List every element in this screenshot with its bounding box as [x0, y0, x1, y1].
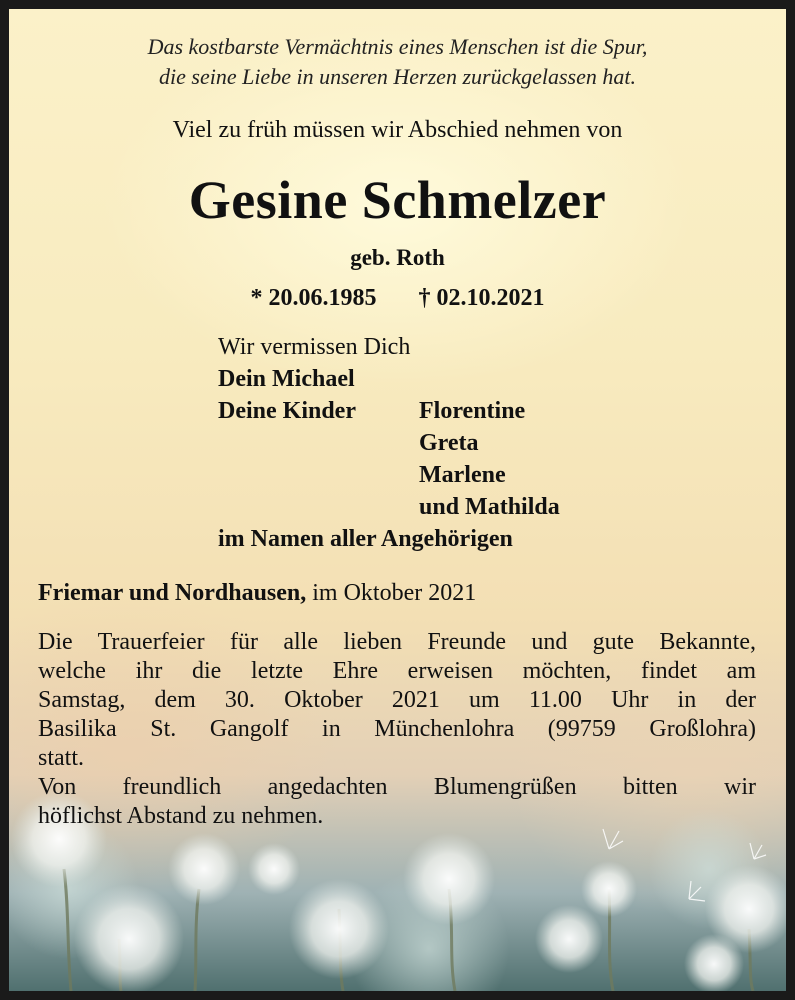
notice-line: Von freundlich angedachten Blumengrüßen bitten wir — [38, 774, 756, 800]
notice-line: statt. — [38, 745, 84, 771]
notice-line: Die Trauerfeier für alle lieben Freunde und gute Bekannte, — [38, 629, 756, 655]
child-name: Florentine — [419, 398, 526, 424]
mourners-line: Wir vermissen Dich — [218, 334, 411, 360]
notice-line: höflichst Abstand zu nehmen. — [38, 803, 324, 829]
deceased-name: Gesine Schmelzer — [188, 170, 607, 230]
place-date-line — [38, 577, 758, 609]
intro-text: Viel zu früh müssen wir Abschied nehmen von — [172, 117, 623, 143]
motto-line: die seine Liebe in unseren Herzen zurückgelassen hat. — [159, 64, 636, 89]
life-dates — [9, 282, 786, 314]
child-name: Marlene — [419, 462, 506, 488]
motto-line: Das kostbarste Vermächtnis eines Menschen ist die Spur, — [147, 34, 648, 59]
mourners-block — [218, 331, 638, 555]
notice-line: Samstag, dem 30. Oktober 2021 um 11.00 Uhr in der — [38, 687, 756, 713]
funeral-notice — [38, 628, 756, 831]
closing-line: im Namen aller Angehörigen — [218, 526, 513, 552]
child-name: und Mathilda — [419, 494, 560, 520]
notice-line: Basilika St. Gangolf in Münchenlohra (99759 Großlohra) — [38, 716, 756, 742]
death-date: † 02.10.2021 — [418, 285, 545, 311]
partner-name: Dein Michael — [218, 366, 355, 392]
children-row — [218, 427, 638, 459]
maiden-name: geb. Roth — [350, 245, 445, 270]
children-row — [218, 459, 638, 491]
motto-quote — [9, 32, 786, 92]
place-towns: Friemar und Nordhausen, — [38, 580, 307, 606]
place-date: im Oktober 2021 — [312, 580, 477, 606]
notice-line: welche ihr die letzte Ehre erweisen möchten, findet am — [38, 658, 756, 684]
birth-date: * 20.06.1985 — [250, 285, 377, 311]
children-row — [218, 395, 638, 427]
children-row — [218, 491, 638, 523]
child-name: Greta — [419, 430, 479, 456]
obituary-content — [9, 9, 786, 991]
children-label: Deine Kinder — [218, 398, 356, 424]
